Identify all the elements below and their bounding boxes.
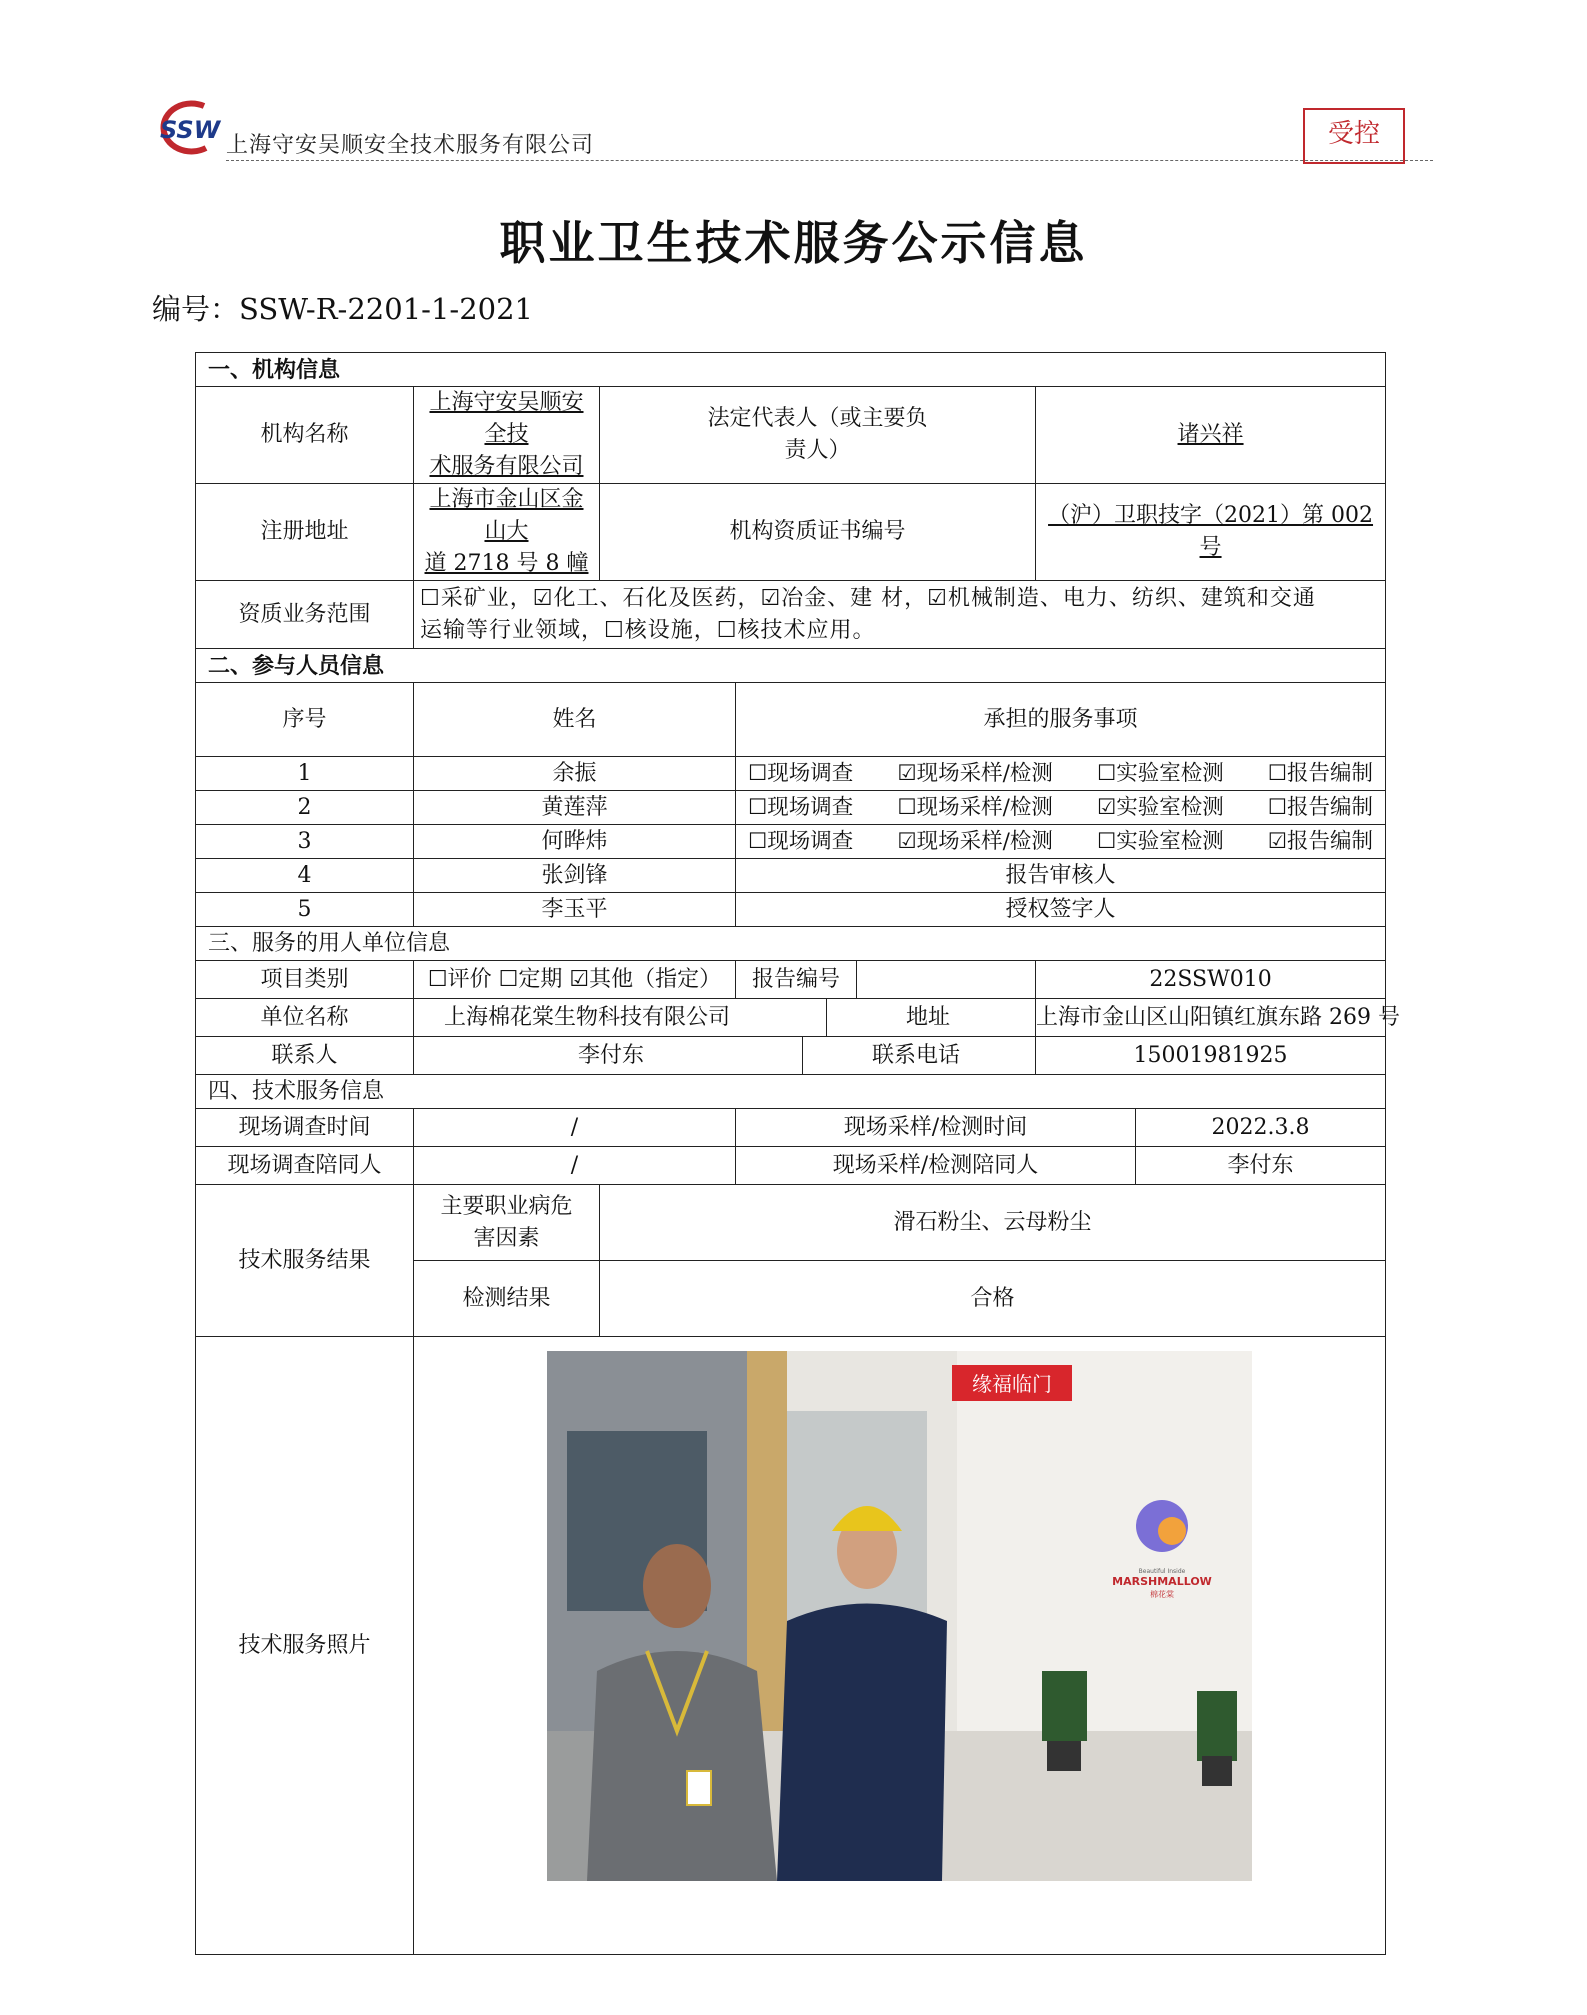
personnel-name: 张剑锋 [414, 859, 736, 893]
controlled-stamp: 受控 [1303, 108, 1405, 164]
hazard-value: 滑石粉尘、云母粉尘 [600, 1185, 1386, 1261]
section-personnel: 二、参与人员信息 [196, 649, 1386, 683]
personnel-name: 李玉平 [414, 893, 736, 927]
personnel-header-name: 姓名 [414, 683, 736, 757]
legal-rep-label: 法定代表人（或主要负 责人） [600, 387, 1036, 484]
scope-value: ☐采矿业，☑化工、石化及医药，☑冶金、建 材，☑机械制造、电力、纺织、建筑和交通 运输等行业领域，☐核设施，☐核技术应用。 [414, 581, 1386, 649]
unit-address-value: 上海市金山区山阳镇红旗东路 269 号 [1036, 999, 1386, 1037]
cert-number-label: 机构资质证书编号 [600, 484, 1036, 581]
personnel-role: 授权签字人 [736, 893, 1386, 927]
personnel-name: 黄莲萍 [414, 791, 736, 825]
personnel-header-no: 序号 [196, 683, 414, 757]
svg-text:Beautiful Inside: Beautiful Inside [1138, 1568, 1186, 1575]
photo-sign-text: 缘福临门 [972, 1372, 1053, 1396]
project-type-value: ☐评价 ☐定期 ☑其他（指定） [414, 961, 736, 999]
detect-value: 合格 [600, 1261, 1386, 1337]
personnel-header-items: 承担的服务事项 [736, 683, 1386, 757]
contact-label: 联系人 [196, 1037, 414, 1075]
section-org: 一、机构信息 [196, 353, 1386, 387]
survey-acc-label: 现场调查陪同人 [196, 1147, 414, 1185]
page-header [148, 92, 1433, 164]
personnel-name: 何晔炜 [414, 825, 736, 859]
document-number: 编号：SSW-R-2201-1-2021 [152, 292, 534, 326]
table-row [196, 791, 1386, 825]
personnel-no: 3 [196, 825, 414, 859]
ssw-logo-icon [148, 98, 228, 158]
photo-label: 技术服务照片 [196, 1337, 414, 1955]
hazard-label: 主要职业病危 害因素 [414, 1185, 600, 1261]
phone-value: 15001981925 [1036, 1037, 1386, 1075]
survey-acc-value: / [414, 1147, 736, 1185]
sample-acc-value: 李付东 [1136, 1147, 1386, 1185]
report-no-label: 报告编号 [736, 961, 1036, 999]
survey-time-label: 现场调查时间 [196, 1109, 414, 1147]
personnel-no: 4 [196, 859, 414, 893]
personnel-name: 余振 [414, 757, 736, 791]
company-name: 上海守安吴顺安全技术服务有限公司 [226, 133, 595, 158]
result-label: 技术服务结果 [196, 1185, 414, 1337]
personnel-role: 报告审核人 [736, 859, 1386, 893]
org-name-value: 上海守安吴顺安全技 术服务有限公司 [414, 387, 600, 484]
org-name-label: 机构名称 [196, 387, 414, 484]
unit-name-value: 上海棉花棠生物科技有限公司 地址 [414, 999, 1036, 1037]
personnel-items: ☐现场调查 ☑现场采样/检测 ☐实验室检测 ☑报告编制 [736, 825, 1386, 859]
page-title: 职业卫生技术服务公示信息 [499, 216, 1088, 270]
project-type-label: 项目类别 [196, 961, 414, 999]
photo-cell [414, 1337, 1386, 1955]
table-row [196, 859, 1386, 893]
scope-label: 资质业务范围 [196, 581, 414, 649]
unit-name-label: 单位名称 [196, 999, 414, 1037]
service-photo [547, 1351, 1252, 1881]
table-row [196, 893, 1386, 927]
personnel-no: 2 [196, 791, 414, 825]
section-client: 三、服务的用人单位信息 [196, 927, 1386, 961]
section-service: 四、技术服务信息 [196, 1075, 1386, 1109]
reg-address-label: 注册地址 [196, 484, 414, 581]
survey-time-value: / [414, 1109, 736, 1147]
table-row [196, 757, 1386, 791]
table-row [196, 825, 1386, 859]
contact-value: 李付东 联系电话 [414, 1037, 1036, 1075]
personnel-no: 1 [196, 757, 414, 791]
report-no-value: 22SSW010 [1036, 961, 1386, 999]
reg-address-value: 上海市金山区金山大 道 2718 号 8 幢 [414, 484, 600, 581]
personnel-items: ☐现场调查 ☑现场采样/检测 ☐实验室检测 ☐报告编制 [736, 757, 1386, 791]
svg-text:棉花棠: 棉花棠 [1150, 1590, 1175, 1599]
cert-number-value: （沪）卫职技字（2021）第 002 号 [1036, 484, 1386, 581]
legal-rep-value: 诸兴祥 [1036, 387, 1386, 484]
svg-text:MARSHMALLOW: MARSHMALLOW [1112, 1575, 1212, 1588]
sample-acc-label: 现场采样/检测陪同人 [736, 1147, 1136, 1185]
personnel-items: ☐现场调查 ☐现场采样/检测 ☑实验室检测 ☐报告编制 [736, 791, 1386, 825]
logo-text: SSW [160, 116, 221, 144]
detect-label: 检测结果 [414, 1261, 600, 1337]
info-table [195, 352, 1400, 1955]
sample-time-label: 现场采样/检测时间 [736, 1109, 1136, 1147]
sample-time-value: 2022.3.8 [1136, 1109, 1386, 1147]
header-divider [226, 160, 1433, 161]
personnel-no: 5 [196, 893, 414, 927]
